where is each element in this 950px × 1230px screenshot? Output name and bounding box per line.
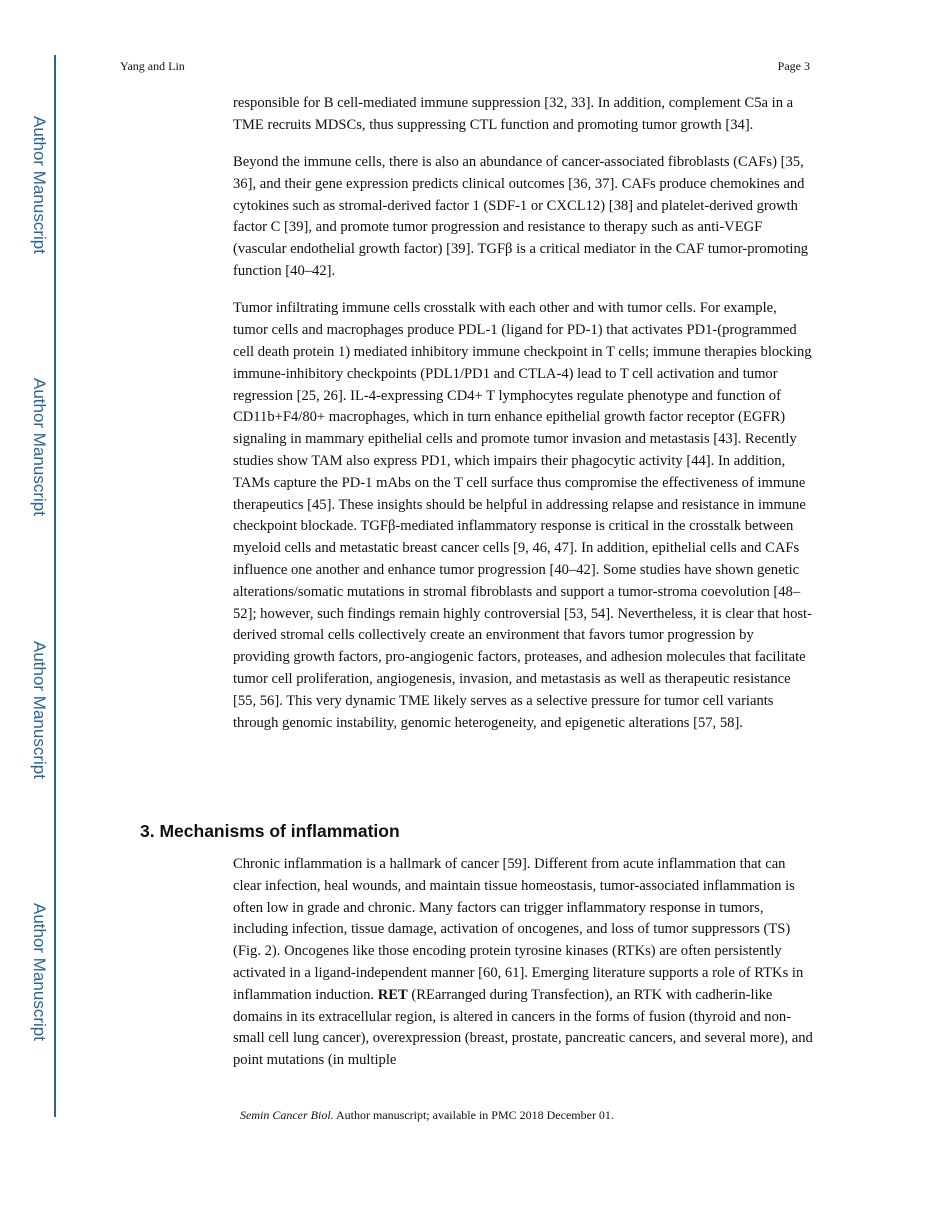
- paragraph: Beyond the immune cells, there is also an abundance of cancer-associated fibroblasts (CAFs) [35, 36], and their gene expression predicts clinical outcomes [36, 37]. CAFs produce chemokines and cytokines such as stromal-derived factor 1 (SDF-1 or CXCL12) [38] and platelet-derived growth factor C [39], and promote tumor progression and resistance to therapy such as anti-VEGF (vascular endothelial growth factor) [39]. TGFβ is a critical mediator in the CAF tumor-promoting function [40–42].: [233, 154, 809, 280]
- journal-name: Semin Cancer Biol.: [240, 1108, 334, 1122]
- footer-note: Author manuscript; available in PMC 2018 December 01.: [333, 1108, 614, 1122]
- header-authors: Yang and Lin: [120, 59, 185, 73]
- paragraph: responsible for B cell-mediated immune suppression [32, 33]. In addition, complement C5a in a TME recruits MDSCs, thus suppressing CTL function and promoting tumor growth [34].: [233, 95, 794, 133]
- body-text: [233, 93, 813, 750]
- bold-term: RET: [377, 986, 408, 1003]
- sidebar-label-author-manuscript: Author Manuscript: [30, 641, 49, 779]
- sidebar-rule: [54, 55, 56, 1117]
- sidebar-label-author-manuscript: Author Manuscript: [30, 378, 49, 516]
- section-heading: 3. Mechanisms of inflammation: [140, 821, 400, 841]
- paragraph-text: (REarranged during Transfection), an RTK with cadherin-like domains in its extracellular region, is altered in cancers in the forms of fusion (thyroid and non-small cell lung cancer), overexpression (breast, prostate, pancreatic cancers, and several more), and point mutations (in multiple: [233, 986, 813, 1069]
- running-header: [120, 59, 810, 74]
- paragraph-text: Chronic inflammation is a hallmark of cancer [59]. Different from acute inflammation that can clear infection, heal wounds, and maintain tissue homeostasis, tumor-associated inflammation is often low in grade and chronic. Many factors can trigger inflammatory response in tumors, including infection, tissue damage, activation of oncogenes, and loss of tumor suppressors (TS) (Fig. 2). Oncogenes like those encoding protein tyrosine kinases (RTKs) are often persistently activated in a ligand-independent manner [60, 61]. Emerging literature supports a role of RTKs in inflammation induction.: [233, 856, 804, 1003]
- sidebar-label-author-manuscript: Author Manuscript: [30, 116, 49, 254]
- header-page-number: Page 3: [777, 59, 810, 73]
- sidebar-label-author-manuscript: Author Manuscript: [30, 903, 49, 1041]
- page-footer: [240, 1108, 614, 1123]
- paragraph: [233, 854, 813, 1072]
- paragraph: Tumor infiltrating immune cells crosstalk with each other and with tumor cells. For example, tumor cells and macrophages produce PDL-1 (ligand for PD-1) that activates PD1-(programmed cell death protein 1) mediated inhibitory immune checkpoint in T cells; immune therapies blocking immune-inhibitory checkpoints (PDL1/PD1 and CTLA-4) lead to T cell activation and tumor regression [25, 26]. IL-4-expressing CD4+ T lymphocytes regulate phenotype and function of CD11b+F4/80+ macrophages, which in turn enhance epithelial growth factor receptor (EGFR) signaling in mammary epithelial cells and promote tumor invasion and metastasis [43]. Recently studies show TAM also express PD1, which impairs their phagocytic activity [44]. In addition, TAMs capture the PD-1 mAbs on the T cell surface thus compromise the effectiveness of immune therapeutics [45]. These insights should be helpful in addressing relapse and resistance in immune checkpoint blockade. TGFβ-mediated inflammatory response is critical in the crosstalk between myeloid cells and metastatic breast cancer cells [9, 46, 47]. In addition, epithelial cells and CAFs influence one another and enhance tumor progression [40–42]. Some studies have shown genetic alterations/somatic mutations in stromal fibroblasts and support a tumor-stroma coevolution [48–52]; however, such findings remain highly controversial [53, 54]. Nevertheless, it is clear that host-derived stromal cells collectively create an environment that favors tumor progression by providing growth factors, pro-angiogenic factors, proteases, and adhesion molecules that facilitate tumor cell proliferation, angiogenesis, invasion, and metastasis as well as therapeutic resistance [55, 56]. This very dynamic TME likely serves as a selective pressure for tumor cell variants through genomic instability, genomic heterogeneity, and epigenetic alterations [57, 58].: [233, 300, 812, 731]
- section-body: [233, 854, 813, 1072]
